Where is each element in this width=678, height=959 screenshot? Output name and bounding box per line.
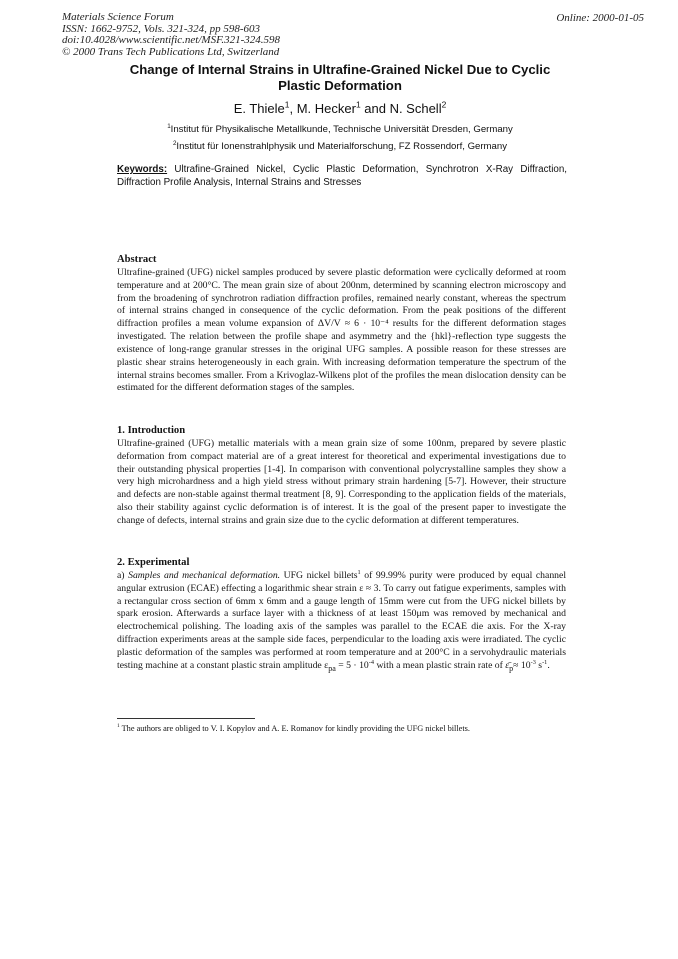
subsection-label: a): [117, 569, 129, 581]
experimental-text-part: ≈ 10: [513, 659, 531, 671]
author-thiele: E. Thiele: [233, 101, 285, 116]
experimental-heading: 2. Experimental: [117, 557, 190, 568]
affiliation-2: [80, 141, 600, 152]
strain-rate-subscript: p: [509, 663, 514, 673]
affiliation-number: 1: [167, 122, 171, 130]
copyright-line: © 2000 Trans Tech Publications Ltd, Switzerland: [62, 45, 280, 58]
experimental-text-part: .: [547, 659, 550, 671]
author-hecker-affil: 1: [355, 99, 361, 110]
author-separator: and: [360, 101, 390, 116]
author-thiele-affil: 1: [284, 99, 290, 110]
abstract-heading: Abstract: [117, 254, 157, 265]
experimental-text-part: = 5 · 10: [335, 659, 369, 671]
footnote-number: 1: [117, 723, 120, 730]
paper-title: [80, 62, 600, 93]
experimental-text-part: with a mean plastic strain rate of: [374, 659, 506, 671]
experimental-section: [117, 557, 566, 676]
issn-line: ISSN: 1662-9752, Vols. 321-324, pp 598-603: [62, 22, 260, 35]
title-line-1: Change of Internal Strains in Ultrafine-Grained Nickel Due to Cyclic: [129, 62, 551, 77]
keywords-label: Keywords:: [117, 164, 168, 175]
title-line-2: Plastic Deformation: [278, 77, 402, 93]
online-date: Online: 2000-01-05: [556, 12, 644, 24]
introduction-text: Ultrafine-grained (UFG) metallic materials with a mean grain size of some 100nm, prepared by severe plastic deformation from compact material are of a great interest for theoretical and experimental investigations due to their outstanding physical properties [1-4]. In comparison with conventional polycrystalline samples they show a very high microhardness and a high yield stress without primary strain hardening [5-7]. However, their structure and defects are non-stable against thermal treatment [8, 9]. Corresponding to the application fields of the materials, also their stability against cyclic deformation is of interest. It is the goal of the present paper to investigate the change of defects, internal strains and grain size due to the cyclic deformation at different temperatures.: [117, 437, 566, 526]
affiliation-text: Institut für Ionenstrahlphysik und Materialforschung, FZ Rossendorf, Germany: [176, 141, 508, 152]
author-hecker: M. Hecker: [296, 101, 356, 116]
author-schell-affil: 2: [441, 99, 447, 110]
footnote-marker[interactable]: 1: [357, 568, 361, 576]
footnote-divider: [117, 718, 255, 719]
experimental-text-part: of 99.99% purity were produced by equal channel angular extrusion (ECAE) effecting a logarithmic shear strain ε ≈ 3. To carry out fatigue experiments, samples with a rectangular cross section of 6mm x 6mm and a gauge length of 15mm were cut from the UFG nickel billets by spark erosion. Afterwards a surface layer with a thickness of at least 150μm was removed by mechanical and electrochemical polishing. The loading axis of the samples was parallel to the ECAE die axis. For the X-ray diffraction experiments areas at the sample side faces, perpendicular to the loading axis were irradiated. The cyclic plastic deformation of the samples was performed at room temperature and at 200°C in a servohydraulic materials testing machine at a constant plastic strain amplitude ε: [117, 569, 567, 671]
strain-rate-symbol: ε̄: [505, 659, 510, 671]
abstract-section: [117, 254, 566, 395]
strain-amplitude-subscript: pa: [328, 663, 336, 673]
author-separator: ,: [289, 101, 297, 116]
exponent: -4: [368, 658, 375, 666]
keywords-text: Ultrafine-Grained Nickel, Cyclic Plastic Deformation, Synchrotron X-Ray Diffraction, Diffraction Profile Analysis, Internal Strains and Stresses: [117, 164, 567, 188]
doi-line[interactable]: doi:10.4028/www.scientific.net/MSF.321-324.598: [62, 34, 281, 46]
experimental-text-part: s: [535, 659, 543, 671]
exponent: -3: [530, 658, 536, 666]
experimental-text-part: UFG nickel billets: [280, 569, 358, 581]
exponent: -1: [542, 658, 548, 666]
author-list: [80, 101, 600, 116]
subsection-title: Samples and mechanical deformation.: [128, 569, 281, 581]
affiliation-text: Institut für Physikalische Metallkunde, Technische Universität Dresden, Germany: [170, 124, 513, 135]
introduction-section: [117, 425, 566, 528]
keywords: [117, 164, 567, 189]
introduction-heading: 1. Introduction: [117, 425, 186, 436]
footnote-text: The authors are obliged to V. I. Kopylov and A. E. Romanov for kindly providing the UFG nickel billets.: [119, 724, 470, 733]
abstract-text: Ultrafine-grained (UFG) nickel samples produced by severe plastic deformation were cyclically deformed at room temperature and at 200°C. The mean grain size of about 200nm, determined by scanning electron microscopy and from the broadening of synchrotron radiation diffraction profiles, remained nearly constant, whereas the spectrum of internal strains changed in consequence of the cyclic deformation. From the peak positions of the different diffraction profiles a mean volume expansion of ΔV/V ≈ 6 · 10⁻⁴ results for the different deformation stages investigated. The relation between the profile shape and asymmetry and the {hkl}-reflection type suggests the existence of long-range granular stresses in the original UFG samples. A possible reason for these stresses are plastic shear strains heterogeneously in each grain. With increasing deformation temperature the spectrum of the internal strains becomes smaller. From a Krivoglaz-Wilkens plot of the profiles the mean dislocation density can be estimated for the different deformation stages of the samples.: [117, 266, 566, 394]
experimental-text: [117, 570, 566, 676]
journal-header: [62, 12, 422, 58]
affiliation-number: 2: [172, 139, 177, 147]
author-schell: N. Schell: [389, 101, 442, 116]
affiliation-1: [80, 124, 600, 135]
journal-name: Materials Science Forum: [62, 11, 174, 23]
footnote: [117, 724, 566, 733]
